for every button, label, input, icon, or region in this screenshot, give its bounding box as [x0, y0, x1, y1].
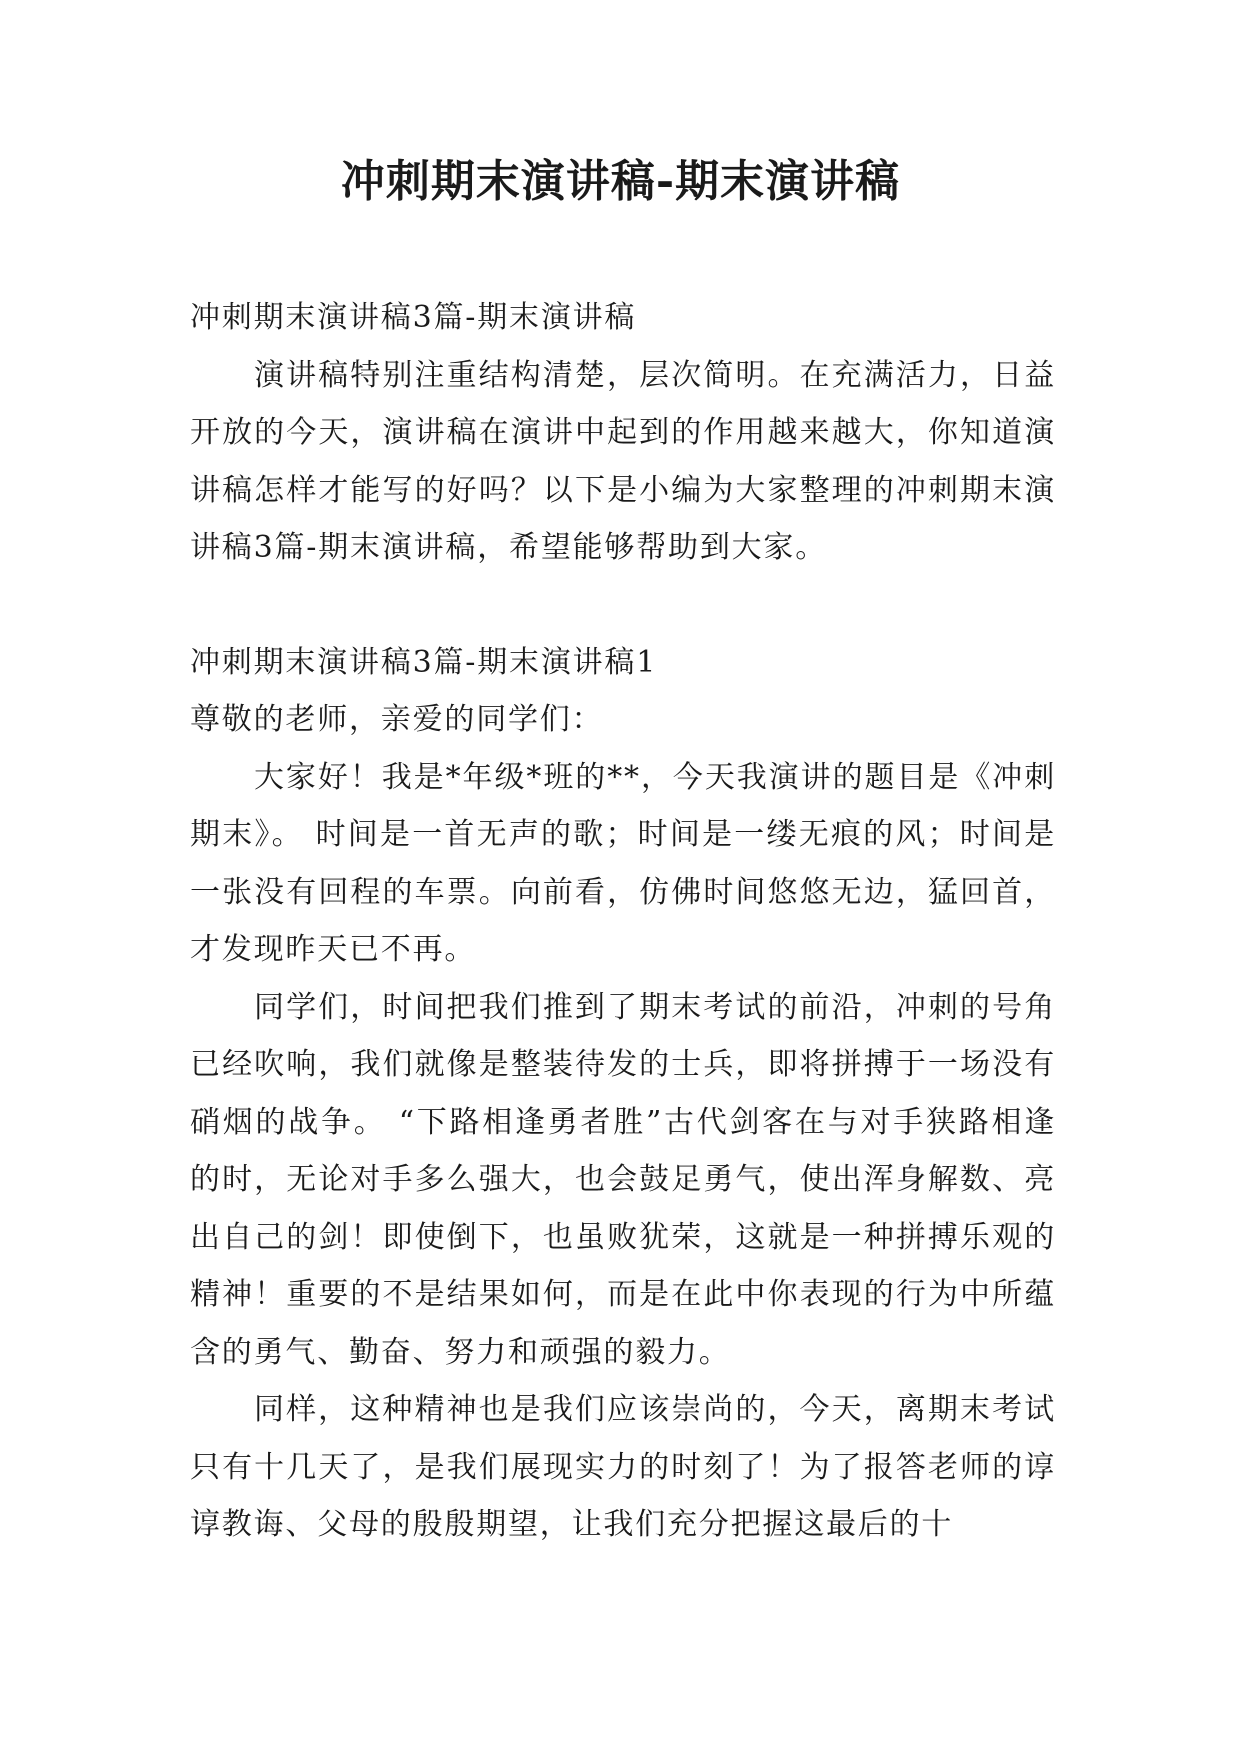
- document-body: [190, 289, 1056, 1554]
- body-paragraph-2: 同学们，时间把我们推到了期末考试的前沿，冲刺的号角已经吹响，我们就像是整装待发的士兵，即将拼搏于一场没有硝烟的战争。 “下路相逢勇者胜”古代剑客在与对手狭路相逢的时，无论对手多么强大，也会鼓足勇气，使出浑身解数、亮出自己的剑！即使倒下，也虽败犹荣，这就是一种拼搏乐观的精神！重要的不是结果如何，而是在此中你表现的行为中所蕴含的勇气、勤奋、努力和顽强的毅力。: [190, 989, 1056, 1370]
- body-paragraph-1: 大家好！我是*年级*班的**，今天我演讲的题目是《冲刺期末》。 时间是一首无声的歌；时间是一缕无痕的风；时间是一张没有回程的车票。向前看，仿佛时间悠悠无边，猛回首，才发现昨天已不再。: [190, 759, 1056, 967]
- body-paragraph-3: 同样，这种精神也是我们应该崇尚的，今天，离期末考试只有十几天了，是我们展现实力的时刻了！为了报答老师的谆谆教诲、父母的殷殷期望，让我们充分把握这最后的十: [190, 1392, 1056, 1542]
- section-heading: 冲刺期末演讲稿3篇-期末演讲稿1: [190, 644, 658, 680]
- intro-paragraph: 演讲稿特别注重结构清楚，层次简明。在充满活力，日益开放的今天，演讲稿在演讲中起到的作用越来越大，你知道演讲稿怎样才能写的好吗？以下是小编为大家整理的冲刺期末演讲稿3篇-期末演讲稿，希望能够帮助到大家。: [190, 357, 1056, 565]
- paragraph-spacer: [190, 577, 1056, 634]
- document-title: 冲刺期末演讲稿-期末演讲稿: [340, 156, 901, 207]
- salutation: 尊敬的老师，亲爱的同学们：: [190, 702, 604, 737]
- document-subtitle: 冲刺期末演讲稿3篇-期末演讲稿: [190, 300, 637, 335]
